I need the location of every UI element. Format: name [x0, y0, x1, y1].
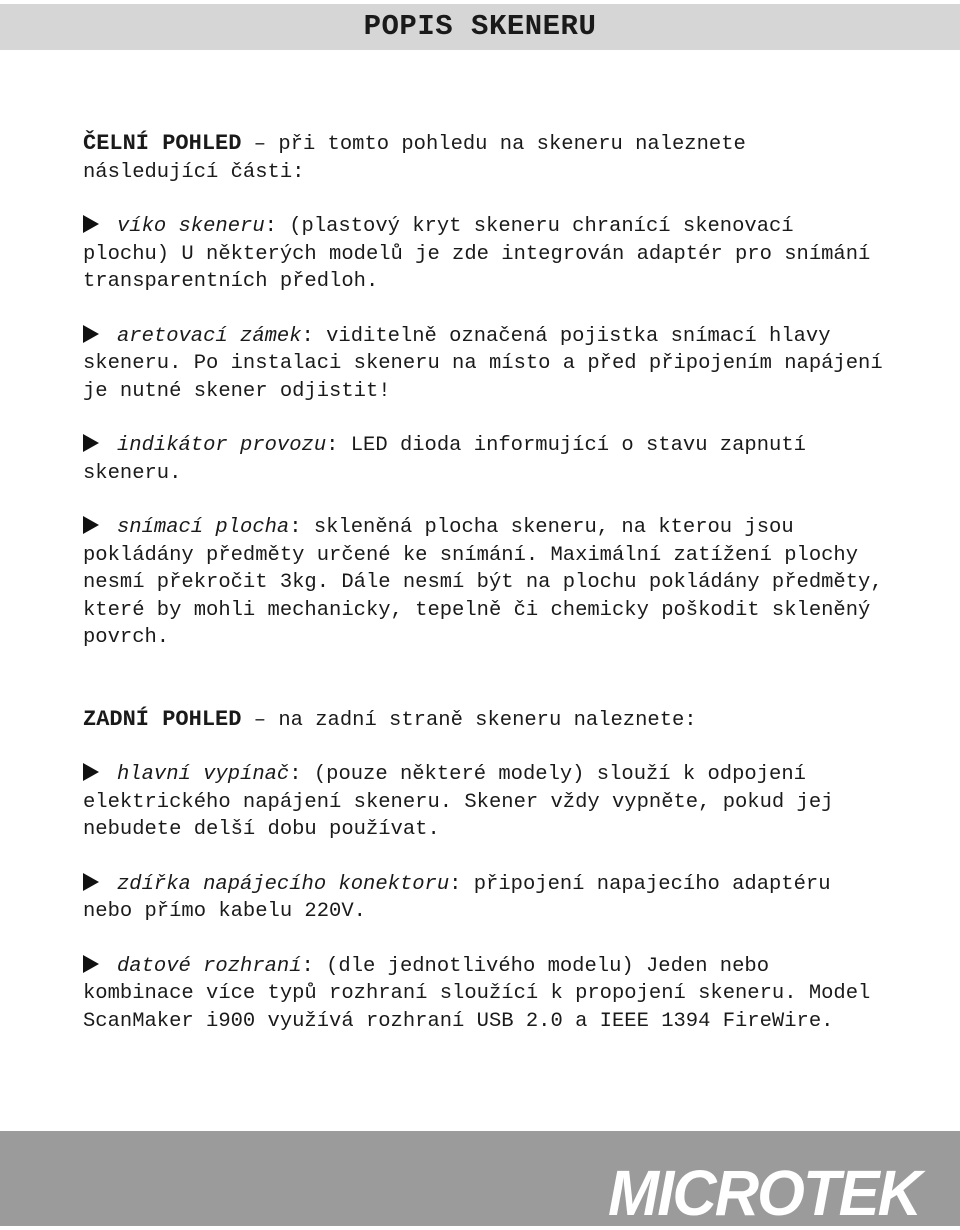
logo-graphic	[600, 1155, 930, 1225]
list-item-power-switch	[83, 761, 883, 844]
bullet-arrow-icon	[83, 434, 99, 452]
back-view-label: ZADNÍ POHLED	[83, 706, 242, 732]
item-term: snímací plocha	[117, 516, 290, 539]
item-text: : (plastový kryt skeneru chranící skenovací plochu) U některých modelů je zde integrován adaptér pro snímání transparentních předloh.	[83, 215, 871, 293]
list-item-data-interface	[83, 953, 883, 1036]
item-term: aretovací zámek	[117, 324, 302, 348]
item-text: : připojení napajecího adaptéru nebo přímo kabelu 220V.	[83, 872, 831, 923]
bullet-arrow-icon	[83, 215, 99, 233]
bullet-arrow-icon	[83, 516, 99, 534]
back-view-heading	[83, 706, 883, 735]
item-text: : (dle jednotlivého modelu) Jeden nebo kombinace více typů rozhraní sloužící k propojení skeneru. Model ScanMaker i900 využívá rozhraní USB 2.0 a IEEE 1394 FireWire.	[83, 954, 871, 1033]
page-title: POPIS SKENERU	[363, 10, 597, 43]
front-view-heading	[83, 130, 883, 186]
item-term: hlavní vypínač	[117, 763, 290, 786]
front-view-intro: – při tomto pohledu na skeneru naleznete následující části:	[83, 133, 746, 184]
front-view-label: ČELNÍ POHLED	[83, 131, 242, 156]
item-text: : viditelně označená pojistka snímací hlavy skeneru. Po instalaci skeneru na místo a před připojením napájení je nutné skener odjistit!	[83, 324, 883, 403]
item-term: indikátor provozu	[117, 434, 327, 457]
logo-text: MICROTEK	[608, 1157, 927, 1225]
list-item-power-connector	[83, 871, 883, 926]
bullet-arrow-icon	[83, 955, 99, 973]
list-item-indicator	[83, 432, 883, 487]
item-text: : skleněná plocha skeneru, na kterou jsou pokládány předměty určené ke snímání. Maximální zatížení plochy nesmí překročit 3kg. Dále nesmí být na plochu pokládány předměty, které by mohli mechanicky, tepelně či chemicky poškodit skleněný povrch.	[83, 516, 883, 649]
back-view-intro: – na zadní straně skeneru naleznete:	[241, 708, 697, 732]
title-bar	[0, 4, 960, 50]
bullet-arrow-icon	[83, 873, 99, 891]
item-text: : LED dioda informující o stavu zapnutí skeneru.	[83, 434, 806, 485]
list-item-lid	[83, 213, 883, 296]
bullet-arrow-icon	[83, 325, 99, 343]
item-term: datové rozhraní	[117, 954, 302, 978]
list-item-lock	[83, 323, 883, 406]
footer-bar	[0, 1131, 960, 1226]
bullet-arrow-icon	[83, 763, 99, 781]
item-text: : (pouze některé modely) slouží k odpojení elektrického napájení skeneru. Skener vždy vypněte, pokud jej nebudete delší dobu používat.	[83, 763, 834, 841]
item-term: víko skeneru	[117, 215, 265, 238]
section-spacer	[83, 679, 883, 706]
item-term: zdířka napájecího konektoru	[117, 872, 450, 896]
document-body	[83, 130, 883, 1062]
list-item-scan-surface	[83, 514, 883, 652]
microtek-logo-icon	[600, 1155, 930, 1230]
